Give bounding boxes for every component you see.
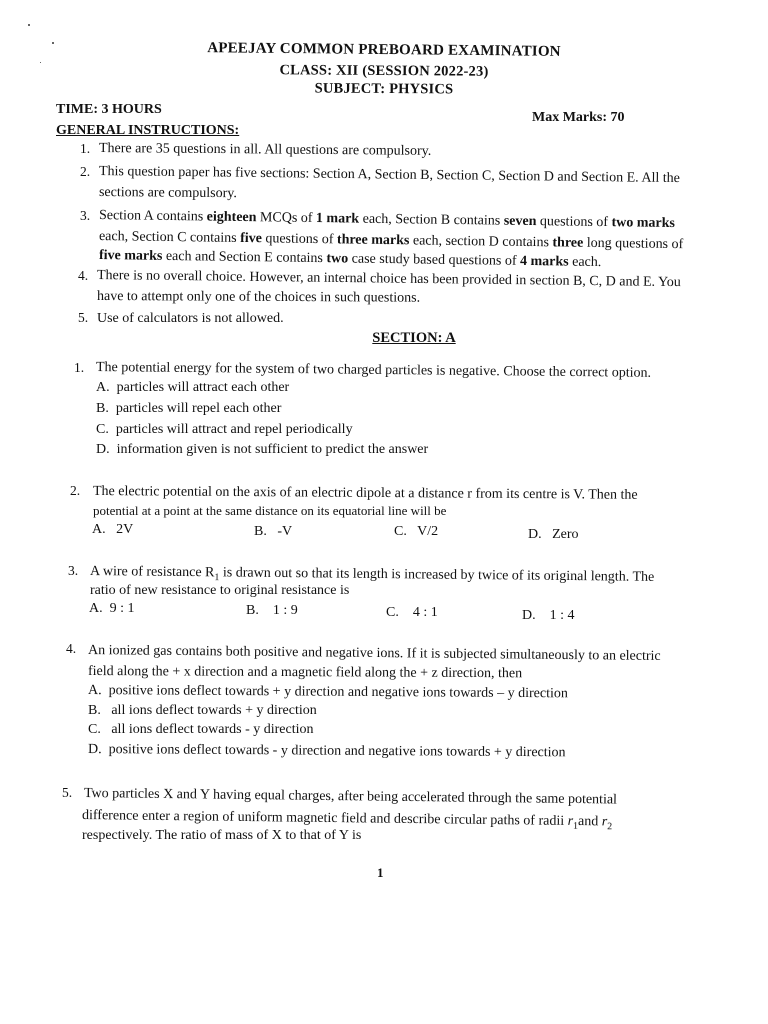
option-a: A. 9 : 1 (89, 601, 135, 616)
option-c: C. 4 : 1 (386, 605, 438, 620)
instruction-number: 1. (80, 141, 91, 156)
option-d: D. Zero (528, 527, 579, 542)
instruction-text: have to attempt only one of the choices in such questions. (96, 289, 421, 306)
instruction-number: 3. (80, 208, 91, 223)
option-a: A. particles will attract each other (96, 380, 290, 395)
question-text: ratio of new resistance to original resistance is (90, 583, 350, 598)
instruction-text: There are 35 questions in all. All questions are compulsory. (98, 141, 432, 159)
instruction-number: 5. (78, 310, 89, 325)
question-text: A wire of resistance $R_1$ is drawn out so that its length is increased by twice of its original length. The (89, 564, 655, 585)
option-a: A. 2V (92, 522, 134, 537)
question-text: The potential energy for the system of two charged particles is negative. Choose the correct option. (95, 360, 652, 381)
option-a: A. positive ions deflect towards + y direction and negative ions towards – y direction (87, 683, 568, 702)
question-number: 1. (74, 360, 85, 375)
option-b: B. particles will repel each other (96, 401, 282, 416)
class-line: CLASS: XII (SESSION 2022-23) (279, 62, 489, 80)
instruction-text: This question paper has five sections: Section A, Section B, Section C, Section D and Section E. All the (98, 164, 680, 187)
section-a-title: SECTION: A (372, 330, 456, 346)
option-b: B. all ions deflect towards + y direction (88, 703, 317, 718)
page-number: 1 (377, 865, 384, 880)
question-text: potential at a point at the same distance on its equatorial line will be (93, 503, 447, 518)
instructions-heading: GENERAL INSTRUCTIONS: (56, 123, 240, 138)
instruction-text: sections are compulsory. (98, 185, 237, 202)
option-b: B. -V (254, 524, 293, 539)
question-number: 4. (66, 641, 77, 656)
instruction-number: 2. (80, 164, 91, 179)
question-text: An ionized gas contains both positive and negative ions. If it is subjected simultaneously to an electric (87, 643, 661, 664)
instruction-text: Use of calculators is not allowed. (97, 311, 284, 326)
instruction-number: 4. (78, 268, 89, 283)
scan-speck (28, 24, 30, 26)
option-d: D. information given is not sufficient to predict the answer (96, 442, 429, 457)
time-label: TIME: 3 HOURS (56, 102, 162, 117)
question-text: respectively. The ratio of mass of X to that of Y is (82, 828, 362, 843)
question-text: field along the + x direction and a magnetic field along the + z direction, then (87, 664, 523, 682)
question-number: 5. (62, 785, 73, 800)
question-text: difference enter a region of uniform magnetic field and describe circular paths of radii $r_1and$ $r_2$ (81, 808, 613, 833)
max-marks-label: Max Marks: 70 (532, 110, 625, 125)
option-c: C. all ions deflect towards - y direction (88, 722, 314, 737)
instruction-text: Section A contains eighteen MCQs of 1 mark each, Section B contains seven questions of two marks (98, 208, 675, 232)
question-number: 3. (68, 563, 79, 578)
option-c: C. V/2 (394, 524, 439, 539)
instruction-text: There is no overall choice. However, an internal choice has been provided in section B, C, D and E. You (96, 268, 681, 291)
exam-title: APEEJAY COMMON PREBOARD EXAMINATION (207, 40, 561, 60)
option-c: C. particles will attract and repel periodically (96, 422, 353, 437)
instruction-text: five marks each and Section E contains two case study based questions of 4 marks each. (98, 248, 602, 271)
question-text: The electric potential on the axis of an electric dipole at a distance r from its centre is V. Then the (92, 484, 638, 503)
question-text: Two particles X and Y having equal charges, after being accelerated through the same potential (83, 786, 618, 808)
question-number: 2. (70, 483, 81, 498)
option-b: B. 1 : 9 (246, 603, 298, 618)
subject-line: SUBJECT: PHYSICS (314, 80, 454, 98)
option-d: D. positive ions deflect towards - y direction and negative ions towards + y direction (87, 742, 566, 761)
instruction-text: each, Section C contains five questions of three marks each, section D contains three long questions of (98, 229, 684, 253)
option-d: D. 1 : 4 (522, 608, 575, 623)
